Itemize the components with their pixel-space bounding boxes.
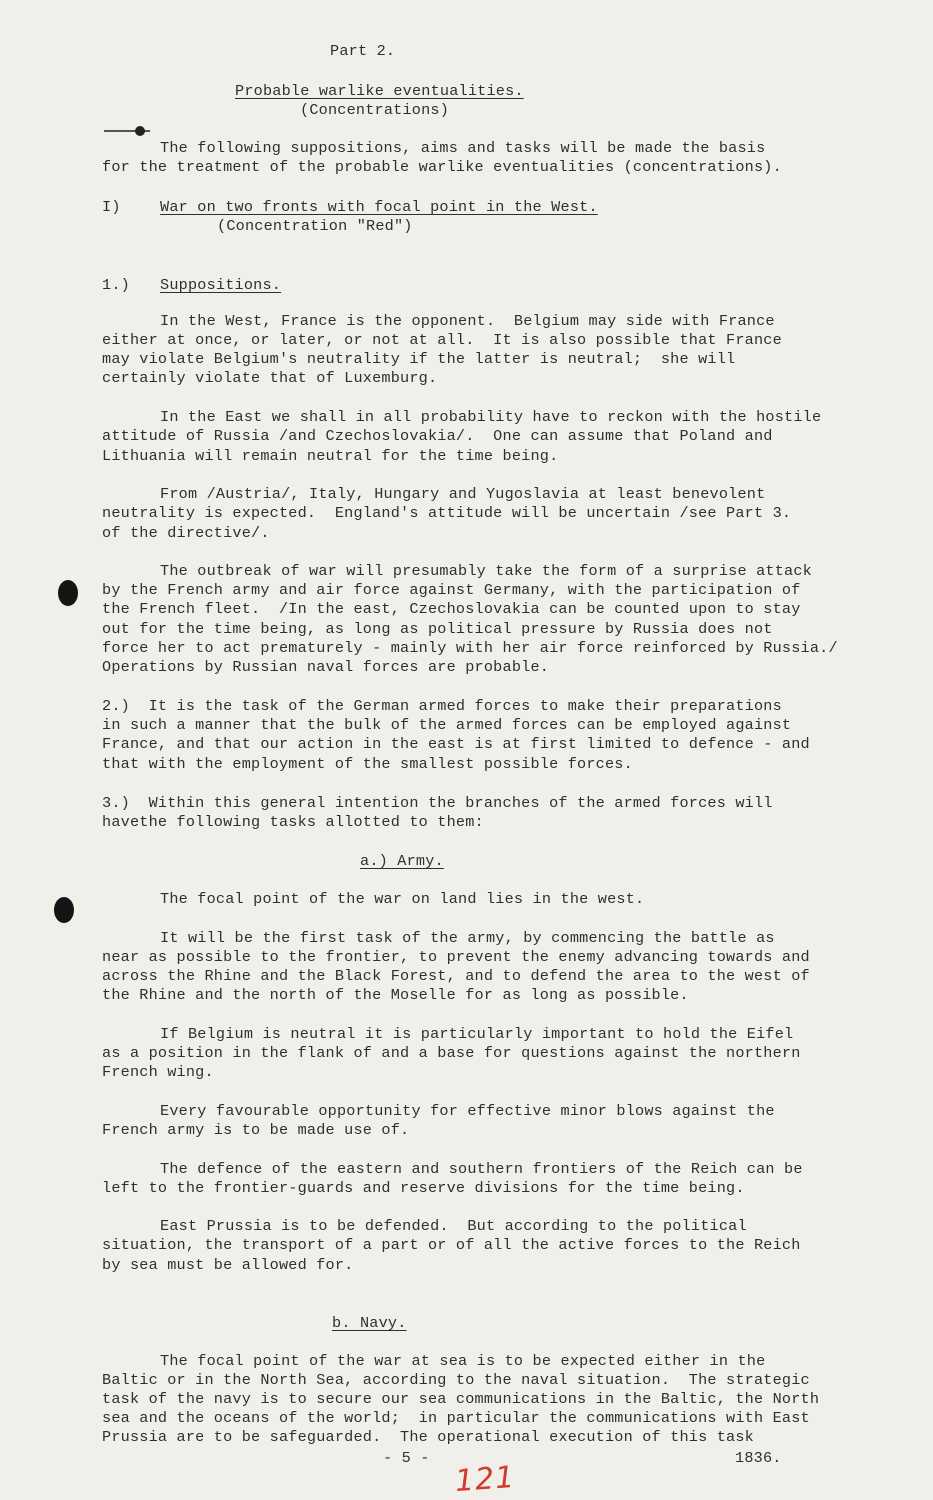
navy-heading: b. Navy.: [332, 1314, 407, 1332]
intro-line: for the treatment of the probable warlike eventualities (concentrations).: [102, 158, 782, 176]
subsection-number: 1.): [102, 276, 130, 294]
paragraph-line: out for the time being, as long as political pressure by Russia does not: [102, 620, 773, 638]
paragraph-line: in such a manner that the bulk of the armed forces can be employed against: [102, 716, 792, 734]
paragraph-line: attitude of Russia /and Czechoslovakia/. One can assume that Poland and: [102, 427, 773, 445]
paragraph-line: France, and that our action in the east is at first limited to defence - and: [102, 735, 810, 753]
paragraph-line: neutrality is expected. England's attitude will be uncertain /see Part 3.: [102, 504, 792, 522]
paragraph-line: across the Rhine and the Black Forest, and to defend the area to the west of: [102, 967, 810, 985]
document-subtitle: (Concentrations): [300, 101, 450, 119]
paragraph-line: as a position in the flank of and a base for questions against the northern: [102, 1044, 801, 1062]
paragraph-line: 3.) Within this general intention the branches of the armed forces will: [102, 794, 773, 812]
paragraph-line: that with the employment of the smallest possible forces.: [102, 755, 633, 773]
punch-hole-top: [58, 580, 78, 606]
paragraph-line: left to the frontier-guards and reserve divisions for the time being.: [102, 1179, 745, 1197]
paragraph-line: situation, the transport of a part or of all the active forces to the Reich: [102, 1236, 801, 1254]
punch-hole-bottom: [54, 897, 74, 923]
paragraph-line: The focal point of the war on land lies in the west.: [160, 890, 645, 908]
paragraph-line: The outbreak of war will presumably take the form of a surprise attack: [160, 562, 812, 580]
paragraph-line: near as possible to the frontier, to prevent the enemy advancing towards and: [102, 948, 810, 966]
paragraph-line: The focal point of the war at sea is to be expected either in the: [160, 1352, 766, 1370]
paragraph-line: From /Austria/, Italy, Hungary and Yugoslavia at least benevolent: [160, 485, 766, 503]
paragraph-line: Prussia are to be safeguarded. The operational execution of this task: [102, 1428, 754, 1446]
paragraph-line: 2.) It is the task of the German armed forces to make their preparations: [102, 697, 782, 715]
paragraph-line: task of the navy is to secure our sea communications in the Baltic, the North: [102, 1390, 820, 1408]
paragraph-line: French wing.: [102, 1063, 214, 1081]
paragraph-line: by the French army and air force against Germany, with the participation of: [102, 581, 801, 599]
paragraph-line: sea and the oceans of the world; in particular the communications with East: [102, 1409, 810, 1427]
handwritten-page-number: 121: [453, 1459, 517, 1500]
army-heading: a.) Army.: [360, 852, 444, 870]
intro-line: The following suppositions, aims and tasks will be made the basis: [160, 139, 766, 157]
paragraph-line: If Belgium is neutral it is particularly important to hold the Eifel: [160, 1025, 794, 1043]
paragraph-line: may violate Belgium's neutrality if the latter is neutral; she will: [102, 350, 736, 368]
paragraph-line: Every favourable opportunity for effective minor blows against the: [160, 1102, 775, 1120]
section-title: War on two fronts with focal point in the West.: [160, 198, 598, 216]
paragraph-line: The defence of the eastern and southern frontiers of the Reich can be: [160, 1160, 803, 1178]
pen-mark-icon: [104, 126, 154, 136]
paragraph-line: the French fleet. /In the east, Czechoslovakia can be counted upon to stay: [102, 600, 801, 618]
page-number: - 5 -: [383, 1449, 430, 1467]
paragraph-line: havethe following tasks allotted to them:: [102, 813, 484, 831]
paragraph-line: Lithuania will remain neutral for the time being.: [102, 447, 559, 465]
part-heading: Part 2.: [330, 42, 396, 60]
section-number: I): [102, 198, 121, 216]
paragraph-line: It will be the first task of the army, by commencing the battle as: [160, 929, 775, 947]
section-subtitle: (Concentration "Red"): [217, 217, 413, 235]
paragraph-line: certainly violate that of Luxemburg.: [102, 369, 438, 387]
document-number: 1836.: [735, 1449, 782, 1467]
paragraph-line: the Rhine and the north of the Moselle for as long as possible.: [102, 986, 689, 1004]
paragraph-line: East Prussia is to be defended. But according to the political: [160, 1217, 747, 1235]
paragraph-line: of the directive/.: [102, 524, 270, 542]
paragraph-line: Baltic or in the North Sea, according to the naval situation. The strategic: [102, 1371, 810, 1389]
paragraph-line: In the East we shall in all probability have to reckon with the hostile: [160, 408, 822, 426]
document-title: Probable warlike eventualities.: [235, 82, 524, 100]
paragraph-line: In the West, France is the opponent. Belgium may side with France: [160, 312, 775, 330]
subsection-title: Suppositions.: [160, 276, 282, 294]
paragraph-line: Operations by Russian naval forces are probable.: [102, 658, 550, 676]
paragraph-line: either at once, or later, or not at all. It is also possible that France: [102, 331, 782, 349]
paragraph-line: French army is to be made use of.: [102, 1121, 410, 1139]
paragraph-line: force her to act prematurely - mainly with her air force reinforced by Russia./: [102, 639, 838, 657]
paragraph-line: by sea must be allowed for.: [102, 1256, 354, 1274]
